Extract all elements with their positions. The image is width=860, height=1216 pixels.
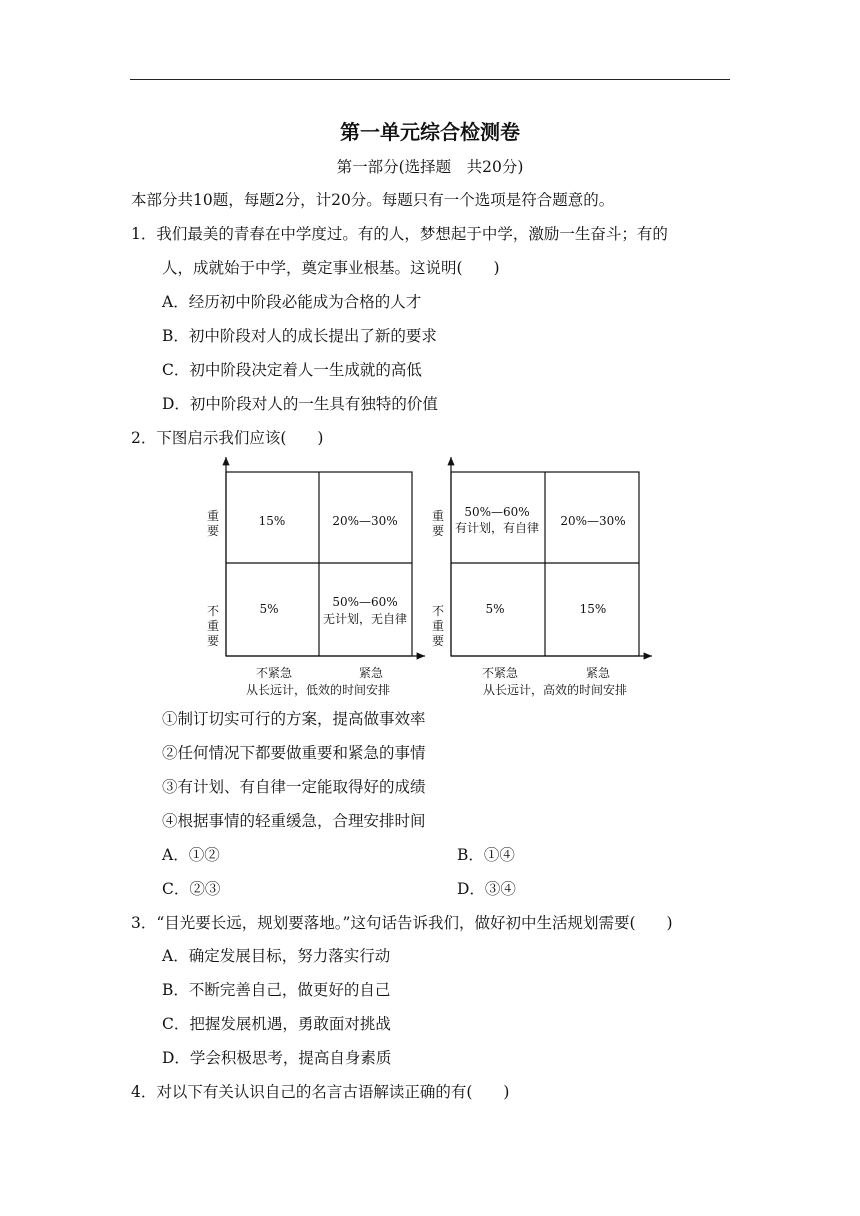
q2-statement-4: ④根据事情的轻重缓急，合理安排时间 [162,812,426,830]
q3-option-b: B．不断完善自己，做更好的自己 [162,981,391,999]
right-x-urgent: 紧急 [585,666,611,680]
left-y-important-1: 重 [206,509,220,523]
right-y-important-1: 重 [431,509,445,523]
right-cell-top-left-2: 有计划，有自律 [454,521,540,535]
left-x-urgent: 紧急 [358,666,384,680]
left-y-unimportant-1: 不 [206,604,220,618]
q1-stem-line1: 1．我们最美的青春在中学度过。有的人，梦想起于中学，激励一生奋斗；有的 [131,225,668,243]
q1-option-c: C．初中阶段决定着人一生成就的高低 [162,361,422,379]
right-cell-bottom-left: 5% [485,602,505,616]
q1-option-a: A．经历初中阶段必能成为合格的人才 [162,293,422,311]
q1-option-b: B．初中阶段对人的成长提出了新的要求 [162,327,437,345]
right-matrix [432,457,652,697]
q2-stem: 2．下图启示我们应该( ) [131,429,324,447]
instructions: 本部分共10题，每题2分，计20分。每题只有一个选项是符合题意的。 [131,191,615,209]
q2-statement-2: ②任何情况下都要做重要和紧急的事情 [162,744,426,762]
left-cell-top-right: 20%—30% [332,514,398,528]
left-cell-bottom-right-2: 无计划，无自律 [322,612,408,626]
left-caption: 从长远计，低效的时间安排 [245,683,391,697]
right-y-unimportant-3: 要 [431,634,445,648]
left-y-unimportant-2: 重 [206,619,220,633]
left-cell-top-left: 15% [258,514,286,528]
q2-option-a: A．①② [162,846,220,864]
q4-stem: 4．对以下有关认识自己的名言古语解读正确的有( ) [131,1083,510,1101]
right-cell-bottom-right: 15% [579,602,607,616]
right-caption: 从长远计，高效的时间安排 [482,683,628,697]
q2-statement-3: ③有计划、有自律一定能取得好的成绩 [162,778,426,796]
right-y-unimportant-1: 不 [431,604,445,618]
right-y-important-2: 要 [431,524,445,538]
right-cell-top-right: 20%—30% [560,514,626,528]
left-y-important-2: 要 [206,524,220,538]
part-heading: 第一部分(选择题 共20分) [336,158,524,176]
q3-option-c: C．把握发展机遇，勇敢面对挑战 [162,1015,391,1033]
left-matrix [207,457,425,697]
page-title: 第一单元综合检测卷 [340,120,520,144]
left-cell-bottom-left: 5% [259,602,279,616]
q2-option-b: B．①④ [457,846,515,864]
right-y-unimportant-2: 重 [431,619,445,633]
left-cell-bottom-right-1: 50%—60% [332,595,398,609]
q1-stem-line2: 人，成就始于中学，奠定事业根基。这说明( ) [162,259,500,277]
q2-option-d: D．③④ [457,880,516,898]
q3-option-d: D．学会积极思考，提高自身素质 [162,1049,392,1067]
q1-option-d: D．初中阶段对人的一生具有独特的价值 [162,395,438,413]
q3-option-a: A．确定发展目标，努力落实行动 [162,947,391,965]
left-y-unimportant-3: 要 [206,634,220,648]
right-x-not-urgent: 不紧急 [481,666,519,680]
q3-stem: 3．“目光要长远，规划要落地。”这句话告诉我们，做好初中生活规划需要( ) [131,914,673,932]
left-x-not-urgent: 不紧急 [255,666,293,680]
q2-statement-1: ①制订切实可行的方案，提高做事效率 [162,710,426,728]
right-cell-top-left-1: 50%—60% [464,505,530,519]
q2-option-c: C．②③ [162,880,221,898]
